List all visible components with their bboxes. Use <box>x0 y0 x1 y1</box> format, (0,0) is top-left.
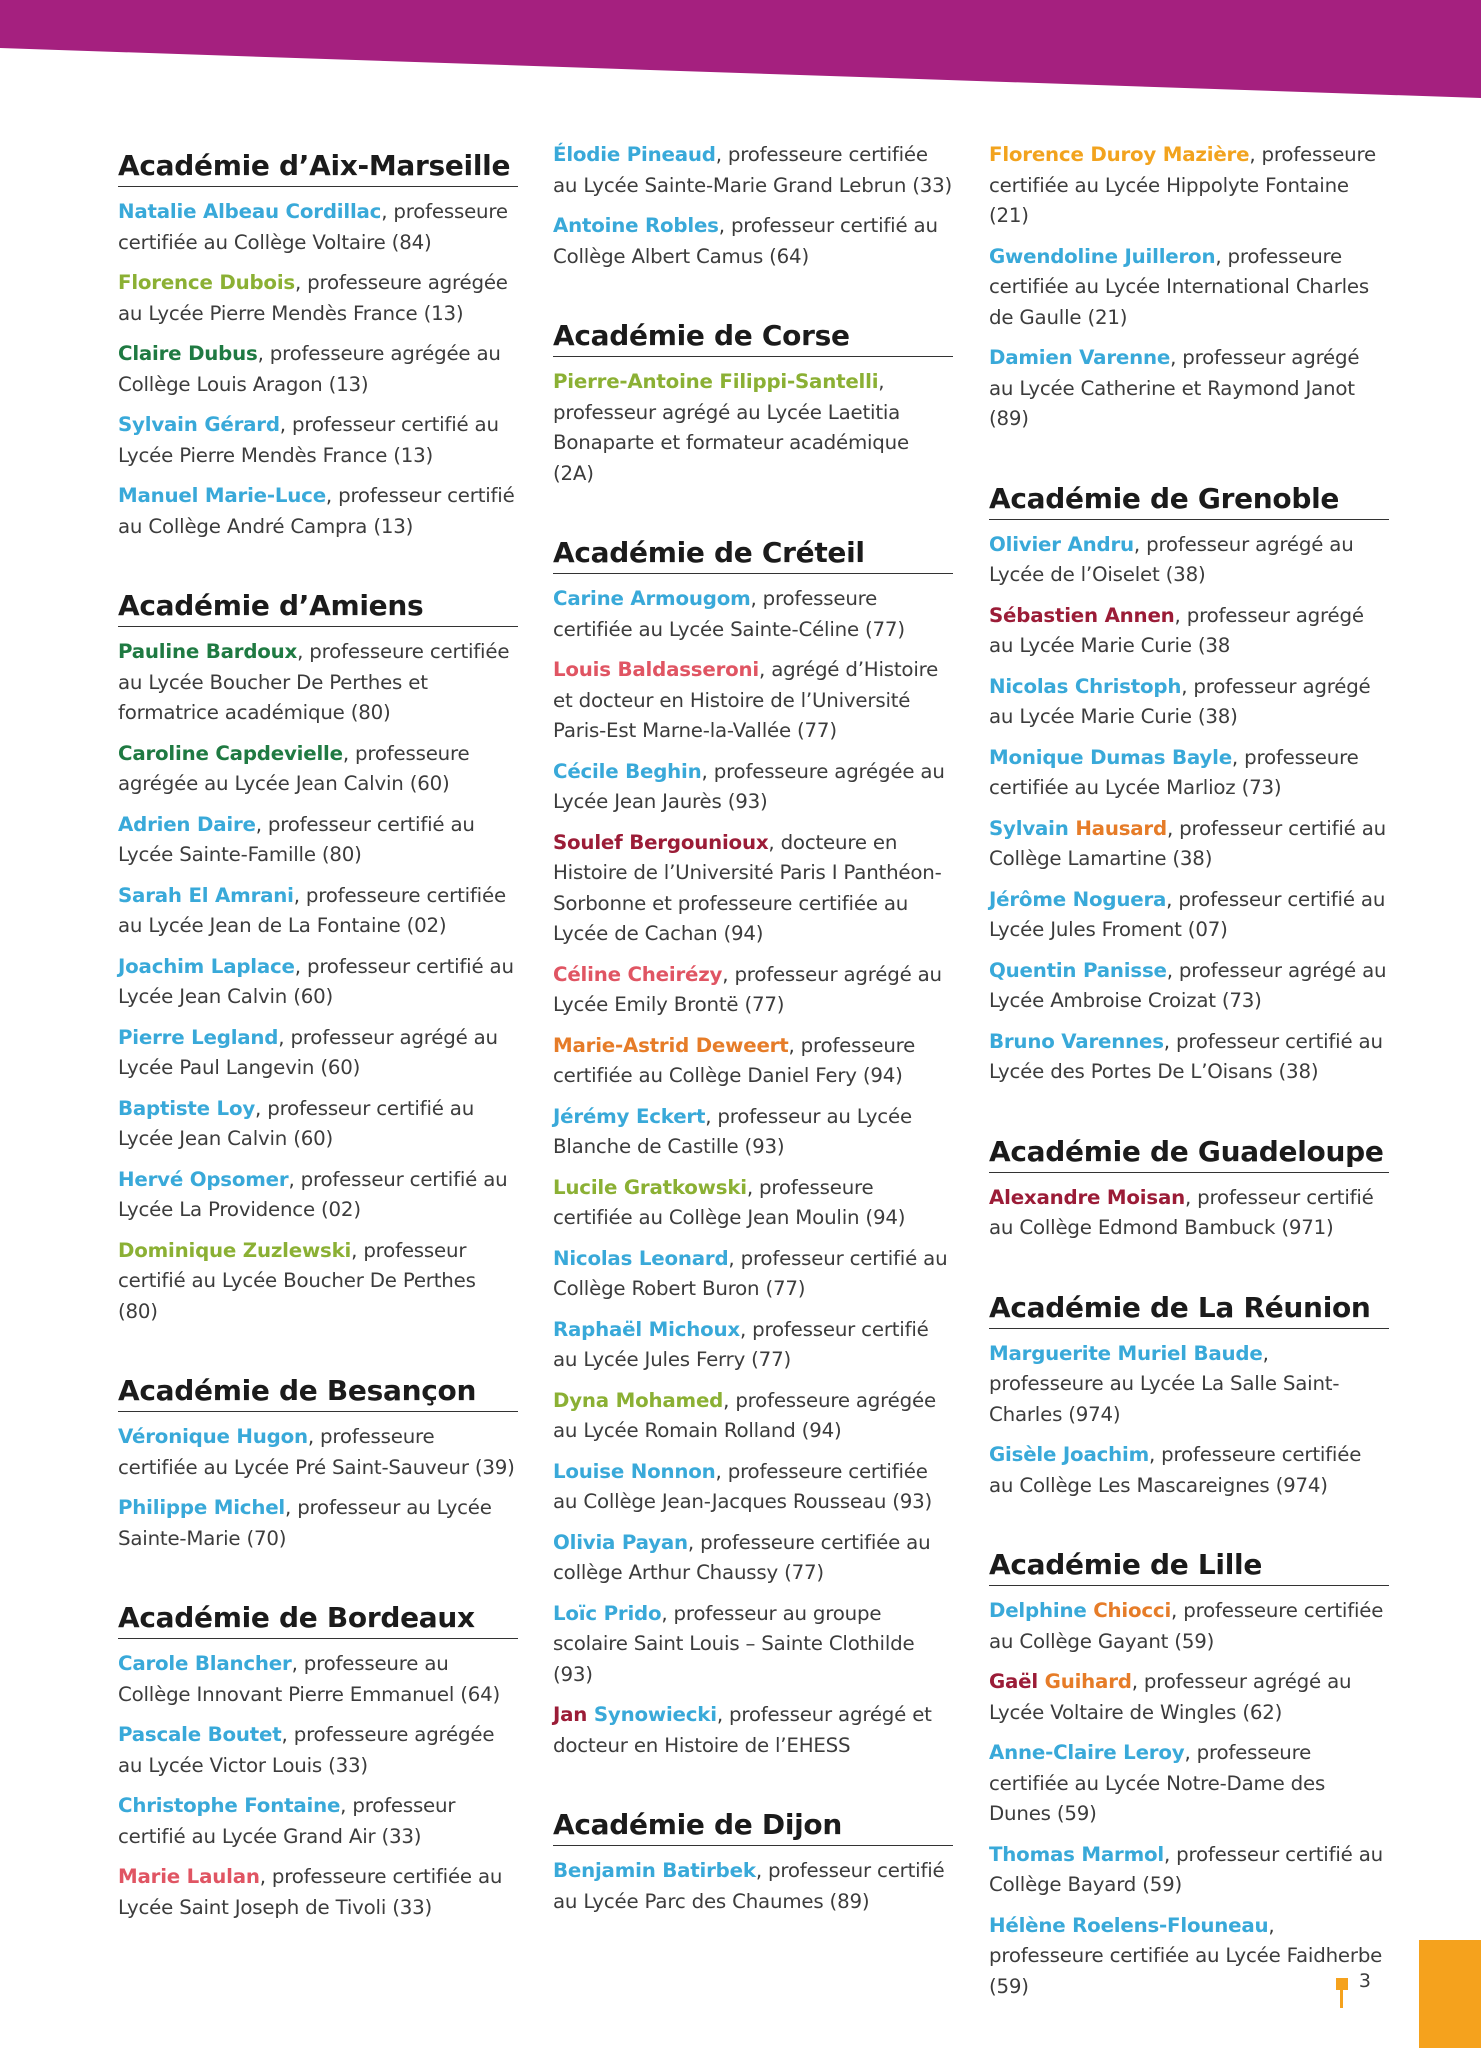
person-description: , professeure au Lycée La Salle Saint-Charles (974) <box>989 1341 1340 1426</box>
person-name: Chiocci <box>1093 1599 1172 1622</box>
academy-heading: Académie de La Réunion <box>989 1290 1389 1329</box>
person-name: Hervé Opsomer <box>118 1167 289 1191</box>
list-item <box>989 956 1389 1017</box>
corner-tab <box>1419 1940 1481 2048</box>
academy-heading: Académie de Grenoble <box>989 481 1389 520</box>
person-name: Loïc Prido <box>553 1601 662 1625</box>
person-description: , professeur certifié au Lycée La Providence (02) <box>118 1167 508 1221</box>
person-name: Florence Dubois <box>118 271 295 294</box>
person-name: Claire Dubus <box>118 342 258 365</box>
person-description: , professeure certifiée au Lycée Hippolyte Fontaine (21) <box>989 143 1376 227</box>
entry-list <box>118 637 518 1327</box>
person-name: Hélène Roelens-Flouneau <box>989 1913 1269 1937</box>
academy-section <box>118 148 518 542</box>
person-description: , professeur agrégé au Lycée Marie Curie (38) <box>989 674 1371 728</box>
academy-heading: Académie de Lille <box>989 1547 1389 1586</box>
list-item <box>118 339 518 400</box>
person-name: Sylvain <box>989 816 1076 840</box>
person-name: Adrien Daire <box>118 812 256 836</box>
person-name: Élodie Pineaud <box>553 143 716 166</box>
academy-section <box>989 481 1389 1088</box>
person-name: Damien Varenne <box>989 346 1171 369</box>
person-name: Olivia Payan <box>553 1530 688 1554</box>
person-name: Soulef Bergounioux <box>553 830 769 854</box>
person-name: Hausard <box>1075 816 1167 840</box>
person-name: Baptiste Loy <box>118 1096 256 1120</box>
list-item <box>118 1165 518 1226</box>
list-item <box>118 1720 518 1781</box>
list-item <box>118 1422 518 1483</box>
person-description: , professeure certifiée au Lycée Sainte-Marie Grand Lebrun (33) <box>553 143 953 197</box>
person-name: Joachim Laplace <box>118 954 295 978</box>
person-name: Cécile Beghin <box>553 759 702 783</box>
list-item <box>989 743 1389 804</box>
person-name: Christophe Fontaine <box>118 1794 341 1817</box>
person-description: , professeur agrégé au Lycée Voltaire de Wingles (62) <box>989 1670 1352 1724</box>
person-description: , professeure certifiée au Collège Daniel Fery (94) <box>553 1033 916 1087</box>
person-name: Gaël <box>989 1670 1045 1693</box>
person-name: Quentin Panisse <box>989 958 1167 982</box>
list-item <box>553 828 953 950</box>
page-number: 3 <box>1358 1970 1371 1992</box>
list-item <box>553 1386 953 1447</box>
person-description: , professeur certifié au Lycée Boucher De Perthes (80) <box>118 1238 476 1323</box>
person-description: , professeure certifiée au Lycée Pré Saint-Sauveur (39) <box>118 1425 515 1479</box>
person-description: , professeur agrégé au Lycée Emily Brontë (77) <box>553 962 942 1016</box>
person-description: , professeure agrégée au Lycée Victor Louis (33) <box>118 1723 495 1777</box>
list-item <box>553 1244 953 1305</box>
list-item <box>118 952 518 1013</box>
list-item <box>989 1183 1389 1244</box>
column-3 <box>989 140 1389 2048</box>
person-name: Philippe Michel <box>118 1496 286 1519</box>
list-item <box>989 530 1389 591</box>
person-name: Pierre Legland <box>118 1025 279 1049</box>
list-item <box>118 481 518 542</box>
person-description: , professeur certifié au Lycée des Portes De L’Oisans (38) <box>989 1029 1383 1083</box>
list-item <box>118 1023 518 1084</box>
person-description: , professeure agrégée au Lycée Jean Jaurès (93) <box>553 759 945 813</box>
academy-heading: Académie de Corse <box>553 318 953 357</box>
person-name: Jérôme Noguera <box>989 887 1167 911</box>
header-banner-shape <box>0 0 1481 98</box>
list-item <box>553 1315 953 1376</box>
person-description: , professeure certifiée au collège Arthur Chaussy (77) <box>553 1530 931 1584</box>
person-description: , professeur certifié au Collège André Campra (13) <box>118 484 515 538</box>
person-description: , professeure certifiée au Lycée Boucher De Perthes et formatrice académique (80) <box>118 640 510 724</box>
person-description: , professeure certifiée au Collège Gayant (59) <box>989 1599 1384 1653</box>
list-item <box>989 1027 1389 1088</box>
person-name: Louise Nonnon <box>553 1459 716 1483</box>
academy-section <box>989 140 1389 435</box>
person-name: Sébastien Annen <box>989 603 1175 627</box>
list-item <box>989 1738 1389 1830</box>
person-name: Manuel Marie-Luce <box>118 484 326 507</box>
person-description: , professeure certifiée au Lycée International Charles de Gaulle (21) <box>989 244 1369 329</box>
person-description: , professeur certifié au Lycée Jules Froment (07) <box>989 887 1386 941</box>
person-name: Pauline Bardoux <box>118 640 298 663</box>
person-name: Delphine <box>989 1599 1094 1622</box>
person-name: Pierre-Antoine Filippi-Santelli <box>553 370 879 393</box>
person-description: , professeur certifié au Lycée Pierre Mendès France (13) <box>118 413 499 467</box>
entry-list <box>553 140 953 272</box>
person-description: , professeur certifié au Collège Albert Camus (64) <box>553 214 938 268</box>
person-description: , professeure certifiée au Collège Jean-Jacques Rousseau (93) <box>553 1459 933 1513</box>
person-description: , professeur au Lycée Sainte-Marie (70) <box>118 1496 492 1550</box>
person-name: Gwendoline Juilleron <box>989 244 1216 268</box>
academy-section <box>553 318 953 489</box>
person-description: , professeur certifié au Lycée Jules Ferry (77) <box>553 1317 929 1371</box>
list-item <box>989 343 1389 435</box>
list-item <box>989 1596 1389 1657</box>
person-name: Dominique Zuzlewski <box>118 1238 352 1262</box>
academy-section <box>553 140 953 272</box>
person-name: Raphaël Michoux <box>553 1317 740 1341</box>
academy-heading: Académie de Bordeaux <box>118 1600 518 1639</box>
entry-list <box>553 367 953 489</box>
entry-list <box>989 140 1389 435</box>
person-description: , professeur certifié au Collège Lamartine (38) <box>989 816 1386 870</box>
list-item <box>553 1599 953 1691</box>
person-description: , professeure agrégée au Collège Louis Aragon (13) <box>118 342 501 396</box>
person-description: , docteure en Histoire de l’Université Paris I Panthéon-Sorbonne et professeure certifiée au Lycée de Cachan (94) <box>553 830 942 945</box>
person-name: Guihard <box>1044 1670 1132 1693</box>
academy-heading: Académie de Créteil <box>553 535 953 574</box>
person-name: Benjamin Batirbek <box>553 1859 756 1882</box>
person-name: Nicolas Leonard <box>553 1246 729 1270</box>
person-name: Olivier Andru <box>989 532 1134 556</box>
person-description: , professeur agrégé au Lycée Catherine et Raymond Janot (89) <box>989 346 1360 430</box>
list-item <box>118 1236 518 1328</box>
person-description: , professeure certifiée au Lycée Saint Joseph de Tivoli (33) <box>118 1865 503 1919</box>
person-name: Carine Armougom <box>553 587 751 610</box>
person-name: Pascale Boutet <box>118 1723 282 1746</box>
list-item <box>118 197 518 258</box>
person-description: , professeur certifié au Lycée Jean Calvin (60) <box>118 954 514 1008</box>
list-item <box>989 672 1389 733</box>
person-name: Marie-Astrid Deweert <box>553 1033 789 1057</box>
list-item <box>553 655 953 747</box>
entry-list <box>553 584 953 1761</box>
column-1 <box>118 140 518 1969</box>
list-item <box>553 140 953 201</box>
academy-heading: Académie de Guadeloupe <box>989 1134 1389 1173</box>
person-description: , professeure au Collège Innovant Pierre Emmanuel (64) <box>118 1652 501 1706</box>
list-item <box>118 637 518 729</box>
list-item <box>989 140 1389 232</box>
person-description: , professeure certifiée au Lycée Sainte-Céline (77) <box>553 587 905 641</box>
list-item <box>989 1911 1389 2003</box>
person-description: , professeure certifiée au Collège Voltaire (84) <box>118 200 508 254</box>
person-description: , professeur agrégé et docteur en Histoire de l’EHESS <box>553 1703 932 1757</box>
person-name: Florence Duroy Mazière <box>989 143 1250 166</box>
entry-list <box>989 530 1389 1088</box>
academy-section <box>118 1373 518 1554</box>
academy-heading: Académie de Besançon <box>118 1373 518 1412</box>
person-name: Céline Cheirézy <box>553 962 723 986</box>
academy-section <box>553 535 953 1761</box>
list-item <box>553 1856 953 1917</box>
academy-section <box>989 1547 1389 2002</box>
entry-list <box>553 1856 953 1917</box>
person-description: , professeur certifié au Lycée Jean Calvin (60) <box>118 1096 475 1150</box>
person-name: Gisèle Joachim <box>989 1443 1149 1466</box>
list-item <box>553 1173 953 1234</box>
academy-heading: Académie d’Aix-Marseille <box>118 148 518 187</box>
person-name: Caroline Capdevielle <box>118 741 343 765</box>
person-description: , professeur agrégé au Lycée Paul Langevin (60) <box>118 1025 498 1079</box>
person-name: Véronique Hugon <box>118 1425 308 1448</box>
person-description: , professeure certifiée au Collège Jean Moulin (94) <box>553 1175 906 1229</box>
person-description: , professeure certifiée au Lycée Faidherbe (59) <box>989 1913 1383 1998</box>
entry-list <box>989 1339 1389 1502</box>
person-description: , agrégé d’Histoire et docteur en Histoire de l’Université Paris-Est Marne-la-Vallée (77) <box>553 658 939 742</box>
person-description: , professeur certifié au Collège Bayard (59) <box>989 1842 1383 1896</box>
person-name: Dyna Mohamed <box>553 1388 724 1412</box>
list-item <box>989 1840 1389 1901</box>
list-item <box>553 960 953 1021</box>
list-item <box>553 1102 953 1163</box>
list-item <box>553 1457 953 1518</box>
person-description: , professeur agrégé au Lycée de l’Oiselet (38) <box>989 532 1354 586</box>
person-description: , professeur agrégé au Lycée Ambroise Croizat (73) <box>989 958 1387 1012</box>
person-name: Monique Dumas Bayle <box>989 745 1232 769</box>
list-item <box>989 242 1389 334</box>
person-name: Alexandre Moisan <box>989 1185 1185 1209</box>
list-item <box>553 211 953 272</box>
person-description: , professeure agrégée au Lycée Pierre Mendès France (13) <box>118 271 508 325</box>
person-description: , professeur certifié au Lycée Sainte-Famille (80) <box>118 812 475 866</box>
list-item <box>989 814 1389 875</box>
header-banner <box>0 0 1481 100</box>
person-name: Sarah El Amrani <box>118 883 294 907</box>
list-item <box>118 881 518 942</box>
person-description: , professeur au groupe scolaire Saint Louis – Sainte Clothilde (93) <box>553 1601 915 1686</box>
list-item <box>553 1031 953 1092</box>
academy-section <box>118 1600 518 1923</box>
list-item <box>989 1440 1389 1501</box>
entry-list <box>118 1422 518 1554</box>
list-item <box>989 1667 1389 1728</box>
person-name: Sylvain Gérard <box>118 413 280 436</box>
list-item <box>118 410 518 471</box>
person-name: Louis Baldasseroni <box>553 658 760 681</box>
academy-heading: Académie d’Amiens <box>118 588 518 627</box>
person-name: Synowiecki <box>593 1703 717 1726</box>
list-item <box>118 739 518 800</box>
academy-section <box>989 1290 1389 1502</box>
person-name: Antoine Robles <box>553 214 719 237</box>
person-description: , professeur certifié au Collège Edmond Bambuck (971) <box>989 1185 1374 1239</box>
person-description: , professeur certifié au Lycée Parc des Chaumes (89) <box>553 1859 945 1913</box>
person-name: Nicolas Christoph <box>989 674 1182 698</box>
academy-section <box>989 1134 1389 1244</box>
academy-section <box>118 588 518 1327</box>
person-description: , professeure certifiée au Lycée Notre-Dame des Dunes (59) <box>989 1741 1326 1825</box>
person-name: Jérémy Eckert <box>553 1104 706 1128</box>
person-description: , professeure agrégée au Lycée Romain Rolland (94) <box>553 1388 936 1442</box>
person-name: Marie Laulan <box>118 1865 260 1888</box>
entry-list <box>989 1596 1389 2002</box>
person-description: , professeur certifié au Lycée Grand Air (33) <box>118 1794 456 1848</box>
list-item <box>553 584 953 645</box>
person-description: , professeure certifiée au Lycée Marlioz (73) <box>989 745 1359 799</box>
academy-heading: Académie de Dijon <box>553 1807 953 1846</box>
page-marker-icon <box>1336 1978 1348 1990</box>
list-item <box>989 601 1389 662</box>
person-name: Thomas Marmol <box>989 1842 1164 1866</box>
person-description: , professeur au Lycée Blanche de Castille (93) <box>553 1104 912 1158</box>
list-item <box>118 1649 518 1710</box>
person-name: Bruno Varennes <box>989 1029 1164 1053</box>
list-item <box>989 1339 1389 1431</box>
list-item <box>118 268 518 329</box>
list-item <box>118 810 518 871</box>
person-name: Anne-Claire Leroy <box>989 1741 1185 1764</box>
entry-list <box>118 1649 518 1923</box>
person-description: , professeur agrégé au Lycée Marie Curie (38 <box>989 603 1364 657</box>
person-description: , professeure agrégée au Lycée Jean Calvin (60) <box>118 741 470 795</box>
list-item <box>553 757 953 818</box>
person-name: Lucile Gratkowski <box>553 1175 747 1199</box>
entry-list <box>989 1183 1389 1244</box>
list-item <box>118 1791 518 1852</box>
person-name: Marguerite Muriel Baude <box>989 1341 1263 1365</box>
entry-list <box>118 197 518 542</box>
person-description: , professeur agrégé au Lycée Laetitia Bonaparte et formateur académique (2A) <box>553 370 909 485</box>
person-name: Jan <box>553 1703 594 1726</box>
list-item <box>553 1528 953 1589</box>
list-item <box>553 1700 953 1761</box>
person-description: , professeure certifiée au Lycée Jean de La Fontaine (02) <box>118 883 506 937</box>
person-description: , professeure certifiée au Collège Les Mascareignes (974) <box>989 1443 1362 1497</box>
person-name: Carole Blancher <box>118 1652 292 1675</box>
person-name: Natalie Albeau Cordillac <box>118 200 382 223</box>
list-item <box>989 885 1389 946</box>
list-item <box>118 1862 518 1923</box>
academy-section <box>553 1807 953 1917</box>
page-marker-stem <box>1340 1990 1343 2008</box>
list-item <box>118 1094 518 1155</box>
column-2 <box>553 140 953 1963</box>
person-description: , professeur certifié au Collège Robert Buron (77) <box>553 1246 948 1300</box>
list-item <box>118 1493 518 1554</box>
list-item <box>553 367 953 489</box>
